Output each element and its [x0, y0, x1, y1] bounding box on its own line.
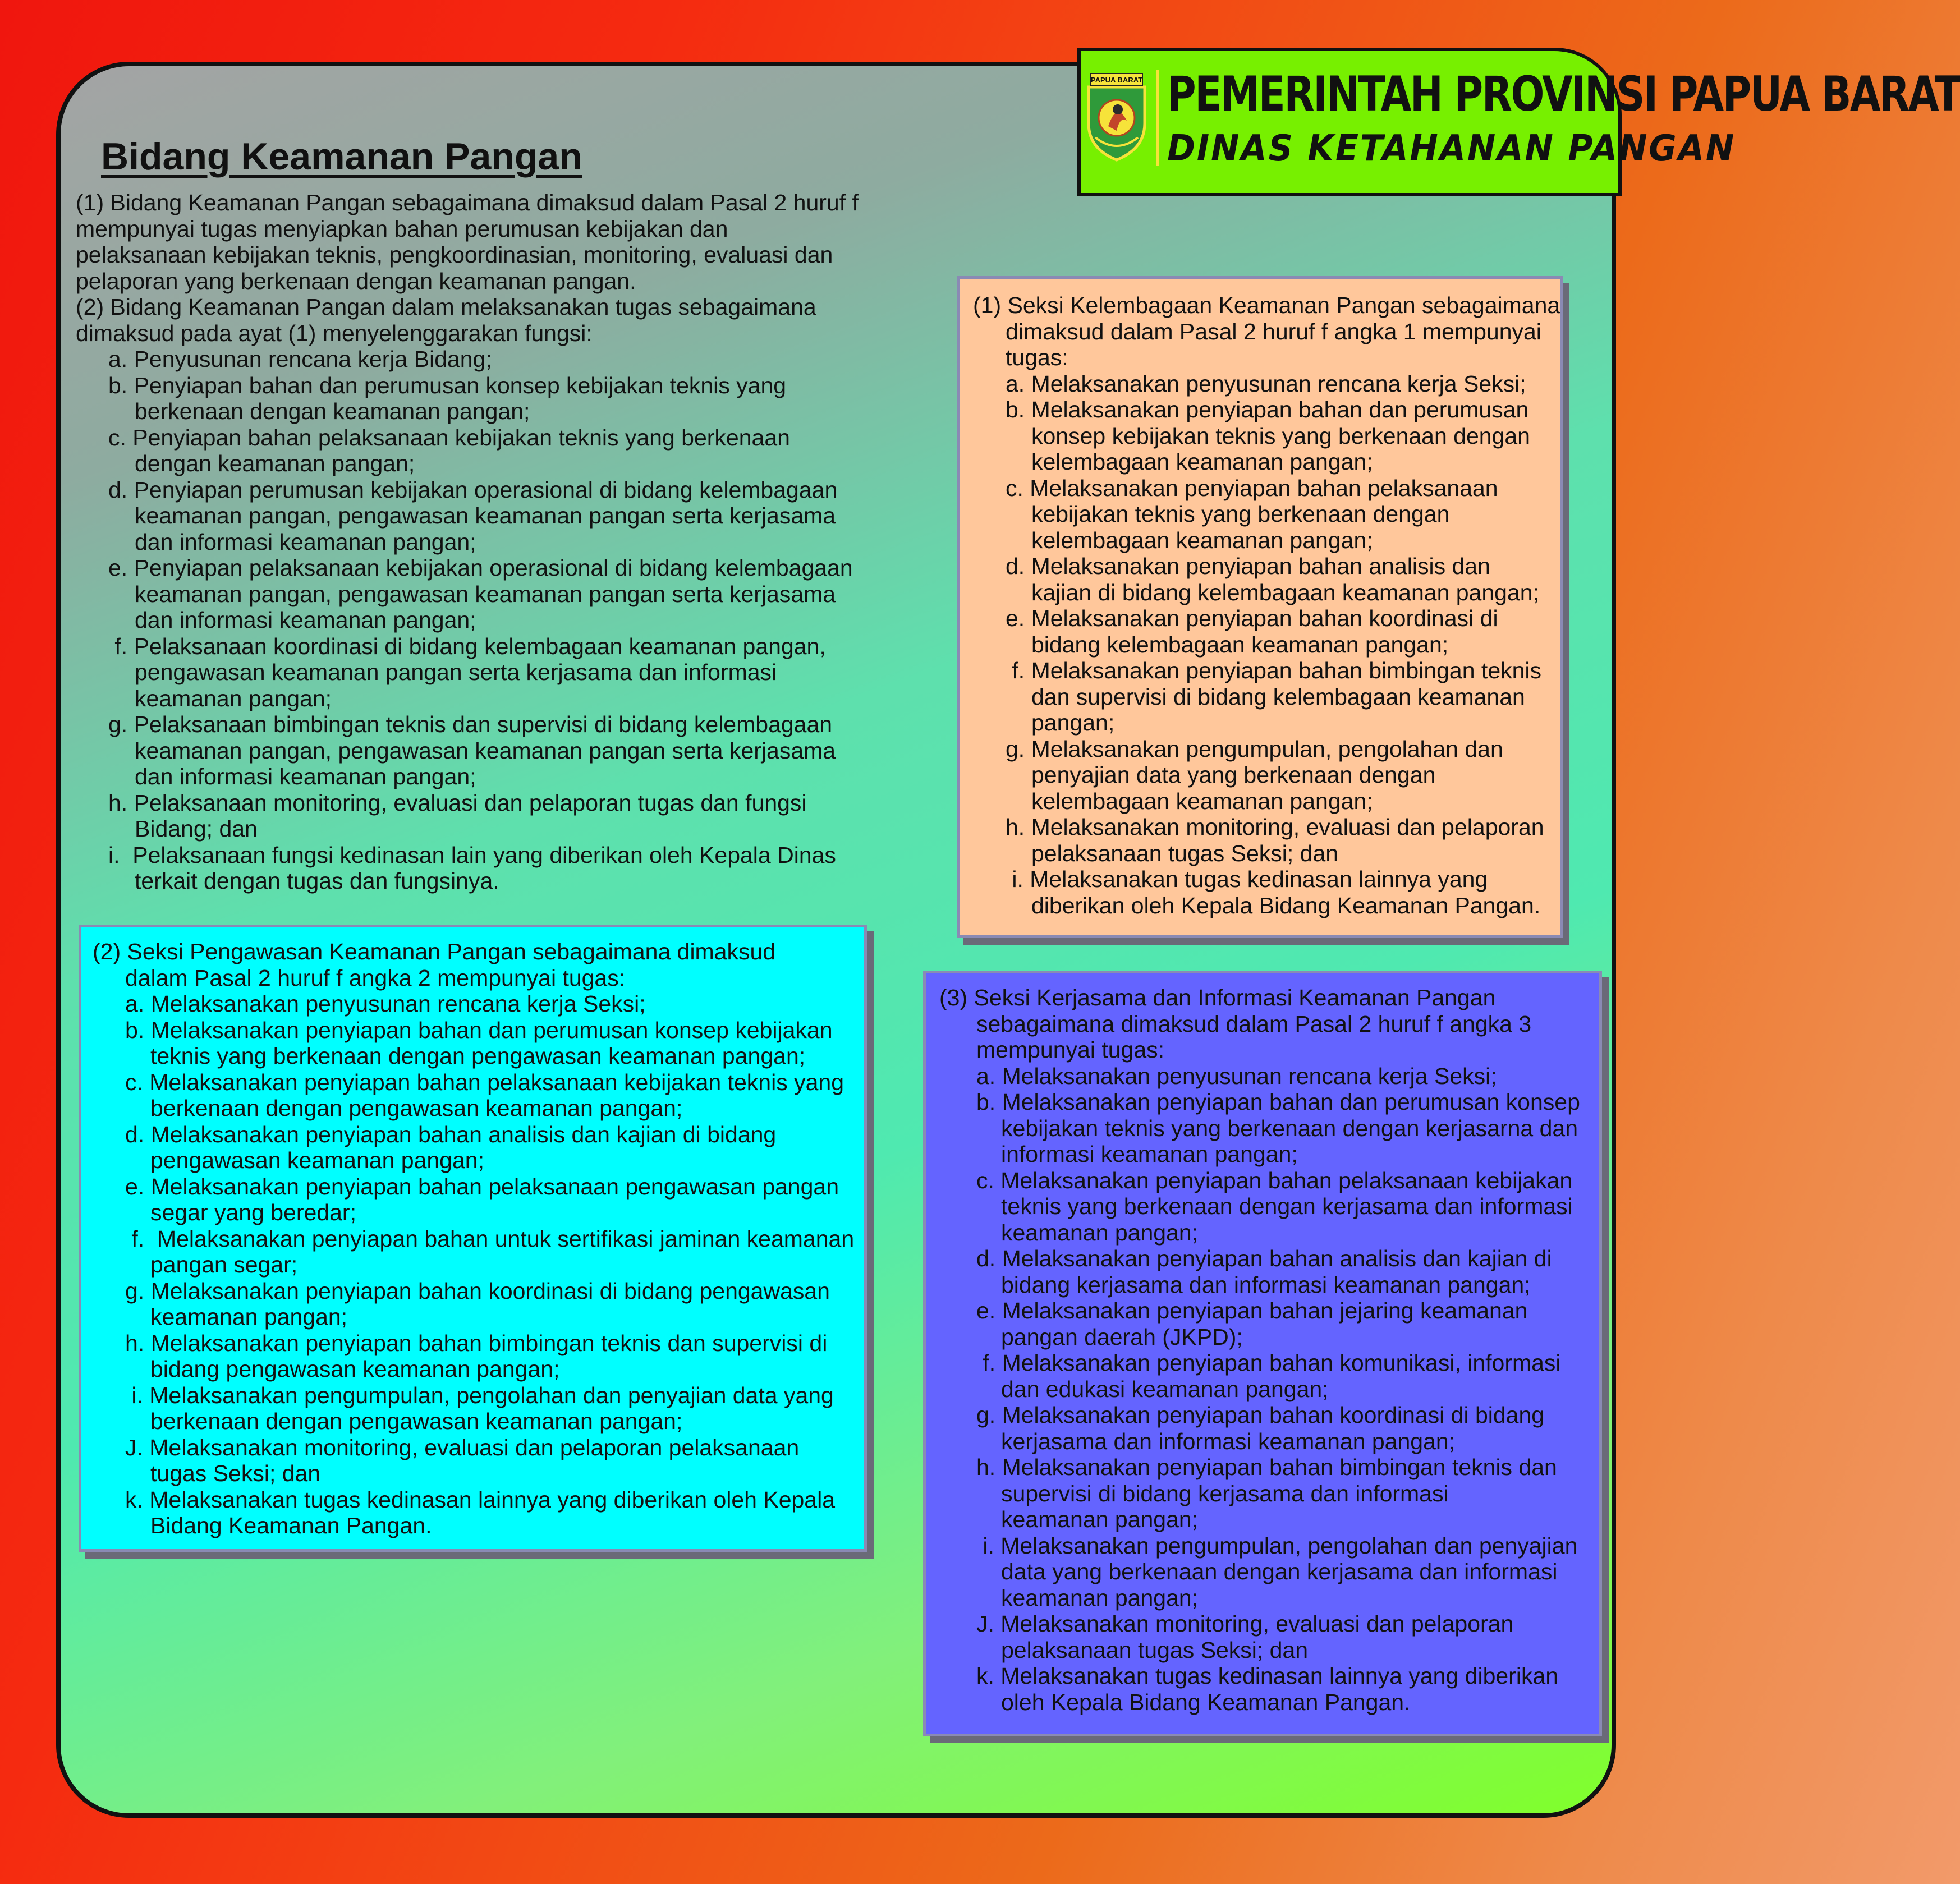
text-line: (1) Bidang Keamanan Pangan sebagaimana dimaksud dalam Pasal 2 huruf f: [76, 190, 859, 215]
list-item: [93, 1174, 864, 1226]
text-line: dan edukasi keamanan pangan;: [1001, 1376, 1329, 1402]
text-line: pengawasan keamanan pangan serta kerjasama dan informasi: [135, 659, 777, 685]
text-line: pelaksanaan kebijakan teknis, pengkoordinasian, monitoring, evaluasi dan: [76, 242, 833, 268]
header-agency-title: DINAS KETAHANAN PANGAN: [1167, 128, 1736, 169]
main-paragraph-1: [76, 190, 940, 294]
list-item: [939, 1402, 1599, 1454]
text-line: berkenaan dengan keamanan pangan;: [135, 398, 530, 424]
text-line: bidang kelembagaan keamanan pangan;: [1031, 631, 1449, 658]
text-line: kajian di bidang kelembagaan keamanan pangan;: [1031, 579, 1539, 605]
list-item: [93, 1382, 864, 1435]
text-line: J. Melaksanakan monitoring, evaluasi dan pelaporan pelaksanaan: [125, 1434, 800, 1460]
text-line: i. Melaksanakan pengumpulan, pengolahan dan penyajian: [976, 1532, 1578, 1559]
list-item: [76, 373, 940, 425]
list-item: [93, 1487, 864, 1539]
text-line: (2) Bidang Keamanan Pangan dalam melaksanakan tugas sebagaimana: [76, 294, 816, 320]
text-line: pelaksanaan tugas Seksi; dan: [1031, 840, 1339, 866]
text-line: f. Melaksanakan penyiapan bahan untuk sertifikasi jaminan keamanan: [125, 1225, 855, 1252]
text-line: dimaksud dalam Pasal 2 huruf f angka 1 mempunyai: [1006, 318, 1541, 344]
text-line: teknis yang berkenaan dengan pengawasan keamanan pangan;: [150, 1043, 806, 1069]
text-line: d. Penyiapan perumusan kebijakan operasional di bidang kelembagaan: [108, 476, 838, 503]
list-item: [973, 475, 1560, 554]
text-line: g. Melaksanakan penyiapan bahan koordinasi di bidang pengawasan: [125, 1278, 830, 1304]
text-line: kelembagaan keamanan pangan;: [1031, 449, 1373, 475]
page-title: Bidang Keamanan Pangan: [101, 135, 582, 178]
list-item: [939, 1350, 1599, 1402]
text-line: i. Melaksanakan tugas kedinasan lainnya yang: [1006, 866, 1488, 892]
section-box-pengawasan: [79, 925, 867, 1552]
list-item: [973, 866, 1560, 918]
list-item: [93, 1122, 864, 1174]
section-box-kerjasama: [923, 971, 1602, 1736]
list-item: [76, 633, 940, 712]
list-item: [973, 814, 1560, 866]
text-line: d. Melaksanakan penyiapan bahan analisis dan: [1006, 553, 1490, 579]
box-task-list: [93, 991, 864, 1539]
text-line: b. Penyiapan bahan dan perumusan konsep kebijakan teknis yang: [108, 372, 787, 398]
list-item: [973, 397, 1560, 475]
list-item: [76, 555, 940, 633]
text-line: f. Melaksanakan penyiapan bahan bimbingan teknis: [1006, 658, 1542, 683]
list-item: [939, 1168, 1599, 1246]
list-item: [76, 711, 940, 790]
text-line: kelembagaan keamanan pangan;: [1031, 527, 1373, 553]
main-function-list: [76, 346, 940, 894]
text-line: e. Penyiapan pelaksanaan kebijakan operasional di bidang kelembagaan: [108, 555, 853, 581]
text-line: keamanan pangan, pengawasan keamanan pangan serta kerjasama: [135, 503, 836, 529]
list-item: [973, 658, 1560, 736]
text-line: teknis yang berkenaan dengan kerjasama dan informasi: [1001, 1193, 1573, 1219]
text-line: Bidang Keamanan Pangan.: [150, 1513, 432, 1538]
text-line: c. Melaksanakan penyiapan bahan pelaksanaan: [1006, 475, 1498, 501]
box-intro: [939, 985, 1599, 1063]
list-item: [76, 477, 940, 555]
list-item: [939, 1298, 1599, 1350]
text-line: a. Melaksanakan penyusunan rencana kerja Seksi;: [125, 991, 646, 1017]
box-task-list: [939, 1063, 1599, 1716]
list-item: [939, 1089, 1599, 1168]
text-line: terkait dengan tugas dan fungsinya.: [135, 868, 499, 894]
text-line: (1) Seksi Kelembagaan Keamanan Pangan sebagaimana: [973, 292, 1560, 318]
list-item: [76, 842, 940, 894]
header-government-title: PEMERINTAH PROVINSI PAPUA BARAT: [1167, 66, 1960, 122]
text-line: (3) Seksi Kerjasama dan Informasi Keamanan Pangan: [939, 985, 1496, 1010]
text-line: f. Pelaksanaan koordinasi di bidang kelembagaan keamanan pangan,: [108, 633, 826, 659]
text-line: kebijakan teknis yang berkenaan dengan: [1031, 501, 1450, 527]
text-line: a. Melaksanakan penyusunan rencana kerja Seksi;: [976, 1063, 1497, 1089]
text-line: konsep kebijakan teknis yang berkenaan dengan: [1031, 422, 1530, 449]
list-item: [973, 371, 1560, 397]
text-line: d. Melaksanakan penyiapan bahan analisis dan kajian di bidang: [125, 1121, 777, 1147]
list-item: [76, 425, 940, 477]
text-line: segar yang beredar;: [150, 1200, 356, 1225]
text-line: berkenaan dengan pengawasan keamanan pangan;: [150, 1408, 683, 1434]
list-item: [93, 1278, 864, 1330]
list-item: [939, 1611, 1599, 1663]
text-line: tugas Seksi; dan: [150, 1460, 321, 1486]
text-line: kerjasama dan informasi keamanan pangan;: [1001, 1428, 1456, 1454]
text-line: e. Melaksanakan penyiapan bahan pelaksanaan pengawasan pangan: [125, 1173, 839, 1200]
text-line: sebagaimana dimaksud dalam Pasal 2 huruf f angka 3: [976, 1010, 1532, 1037]
text-line: supervisi di bidang kerjasama dan informasi: [1001, 1480, 1449, 1506]
list-item: [939, 1663, 1599, 1715]
text-line: diberikan oleh Kepala Bidang Keamanan Pangan.: [1031, 892, 1541, 918]
text-line: k. Melaksanakan tugas kedinasan lainnya yang diberikan: [976, 1663, 1559, 1689]
text-line: dengan keamanan pangan;: [135, 451, 415, 476]
text-line: h. Melaksanakan penyiapan bahan bimbingan teknis dan supervisi di: [125, 1330, 828, 1356]
text-line: b. Melaksanakan penyiapan bahan dan perumusan: [1006, 397, 1529, 422]
box-intro: [93, 939, 864, 991]
text-line: dimaksud pada ayat (1) menyelenggarakan fungsi:: [76, 320, 593, 346]
text-line: b. Melaksanakan penyiapan bahan dan perumusan konsep kebijakan: [125, 1017, 833, 1043]
text-line: a. Melaksanakan penyusunan rencana kerja Seksi;: [1006, 370, 1526, 397]
list-item: [76, 790, 940, 842]
text-line: keamanan pangan;: [1001, 1219, 1199, 1246]
text-line: c. Penyiapan bahan pelaksanaan kebijakan teknis yang berkenaan: [108, 424, 790, 451]
text-line: g. Pelaksanaan bimbingan teknis dan supervisi di bidang kelembagaan: [108, 711, 833, 737]
text-line: pelaporan yang berkenaan dengan keamanan pangan.: [76, 268, 636, 294]
list-item: [973, 605, 1560, 658]
text-line: mempunyai tugas menyiapkan bahan perumusan kebijakan dan: [76, 215, 728, 242]
text-line: e. Melaksanakan penyiapan bahan koordinasi di: [1006, 605, 1498, 631]
text-line: h. Melaksanakan monitoring, evaluasi dan pelaporan: [1006, 814, 1544, 840]
text-line: pangan daerah (JKPD);: [1001, 1324, 1243, 1350]
text-line: b. Melaksanakan penyiapan bahan dan perumusan konsep: [976, 1089, 1580, 1115]
text-line: k. Melaksanakan tugas kedinasan lainnya yang diberikan oleh Kepala: [125, 1486, 836, 1513]
list-item: [939, 1063, 1599, 1090]
text-line: data yang berkenaan dengan kerjasama dan informasi: [1001, 1559, 1558, 1584]
box-task-list: [973, 371, 1560, 919]
list-item: [93, 1330, 864, 1382]
box-intro: [973, 292, 1560, 371]
list-item: [93, 1226, 864, 1278]
text-line: a. Penyusunan rencana kerja Bidang;: [108, 346, 492, 372]
text-line: keamanan pangan;: [135, 685, 332, 711]
text-line: tugas:: [1006, 344, 1068, 370]
text-line: i. Melaksanakan pengumpulan, pengolahan dan penyajian data yang: [125, 1382, 834, 1408]
text-line: kelembagaan keamanan pangan;: [1031, 788, 1373, 814]
section-box-kelembagaan: [957, 276, 1563, 938]
list-item: [973, 553, 1560, 605]
text-line: c. Melaksanakan penyiapan bahan pelaksanaan kebijakan: [976, 1167, 1573, 1193]
text-line: bidang kerjasama dan informasi keamanan pangan;: [1001, 1271, 1531, 1298]
text-line: dalam Pasal 2 huruf f angka 2 mempunyai tugas:: [125, 964, 626, 991]
logo-text: PAPUA BARAT: [1090, 76, 1143, 84]
text-line: pangan segar;: [150, 1252, 298, 1278]
text-line: d. Melaksanakan penyiapan bahan analisis dan kajian di: [976, 1246, 1552, 1271]
list-item: [939, 1454, 1599, 1533]
text-line: pangan;: [1031, 710, 1115, 736]
text-line: (2) Seksi Pengawasan Keamanan Pangan sebagaimana dimaksud: [93, 939, 776, 964]
text-line: penyajian data yang berkenaan dengan: [1031, 762, 1436, 788]
list-item: [973, 736, 1560, 815]
text-line: Bidang; dan: [135, 816, 258, 842]
text-line: berkenaan dengan pengawasan keamanan pangan;: [150, 1095, 683, 1121]
list-item: [93, 1017, 864, 1069]
text-line: keamanan pangan;: [1001, 1584, 1199, 1611]
text-line: kebijakan teknis yang berkenaan dengan kerjasarna dan: [1001, 1115, 1578, 1141]
text-line: c. Melaksanakan penyiapan bahan pelaksanaan kebijakan teknis yang: [125, 1069, 844, 1095]
text-line: dan supervisi di bidang kelembagaan keamanan: [1031, 683, 1525, 710]
main-paragraph-2: [76, 294, 940, 346]
text-line: J. Melaksanakan monitoring, evaluasi dan pelaporan: [976, 1611, 1514, 1637]
text-line: informasi keamanan pangan;: [1001, 1141, 1298, 1167]
text-line: dan informasi keamanan pangan;: [135, 529, 476, 555]
text-line: g. Melaksanakan penyiapan bahan koordinasi di bidang: [976, 1402, 1545, 1428]
text-line: dan informasi keamanan pangan;: [135, 607, 476, 633]
list-item: [939, 1246, 1599, 1298]
text-line: pengawasan keamanan pangan;: [150, 1147, 484, 1173]
papua-barat-emblem-icon: [1083, 70, 1150, 163]
list-item: [93, 991, 864, 1017]
text-line: i. Pelaksanaan fungsi kedinasan lain yang diberikan oleh Kepala Dinas: [108, 842, 836, 868]
list-item: [939, 1533, 1599, 1611]
list-item: [76, 346, 940, 373]
main-description: [76, 190, 940, 894]
text-line: keamanan pangan;: [1001, 1506, 1199, 1532]
text-line: dan informasi keamanan pangan;: [135, 764, 476, 789]
text-line: oleh Kepala Bidang Keamanan Pangan.: [1001, 1689, 1411, 1715]
text-line: h. Melaksanakan penyiapan bahan bimbingan teknis dan: [976, 1454, 1557, 1480]
text-line: keamanan pangan;: [150, 1304, 348, 1330]
text-line: pelaksanaan tugas Seksi; dan: [1001, 1637, 1309, 1663]
text-line: g. Melaksanakan pengumpulan, pengolahan dan: [1006, 736, 1503, 762]
text-line: keamanan pangan, pengawasan keamanan pangan serta kerjasama: [135, 581, 836, 607]
list-item: [93, 1435, 864, 1487]
text-line: keamanan pangan, pengawasan keamanan pangan serta kerjasama: [135, 737, 836, 764]
text-line: f. Melaksanakan penyiapan bahan komunikasi, informasi: [976, 1350, 1561, 1376]
text-line: e. Melaksanakan penyiapan bahan jejaring keamanan: [976, 1298, 1528, 1324]
text-line: h. Pelaksanaan monitoring, evaluasi dan pelaporan tugas dan fungsi: [108, 789, 807, 816]
list-item: [93, 1069, 864, 1122]
header-divider: [1156, 70, 1159, 166]
text-line: mempunyai tugas:: [976, 1037, 1165, 1063]
text-line: bidang pengawasan keamanan pangan;: [150, 1356, 560, 1382]
